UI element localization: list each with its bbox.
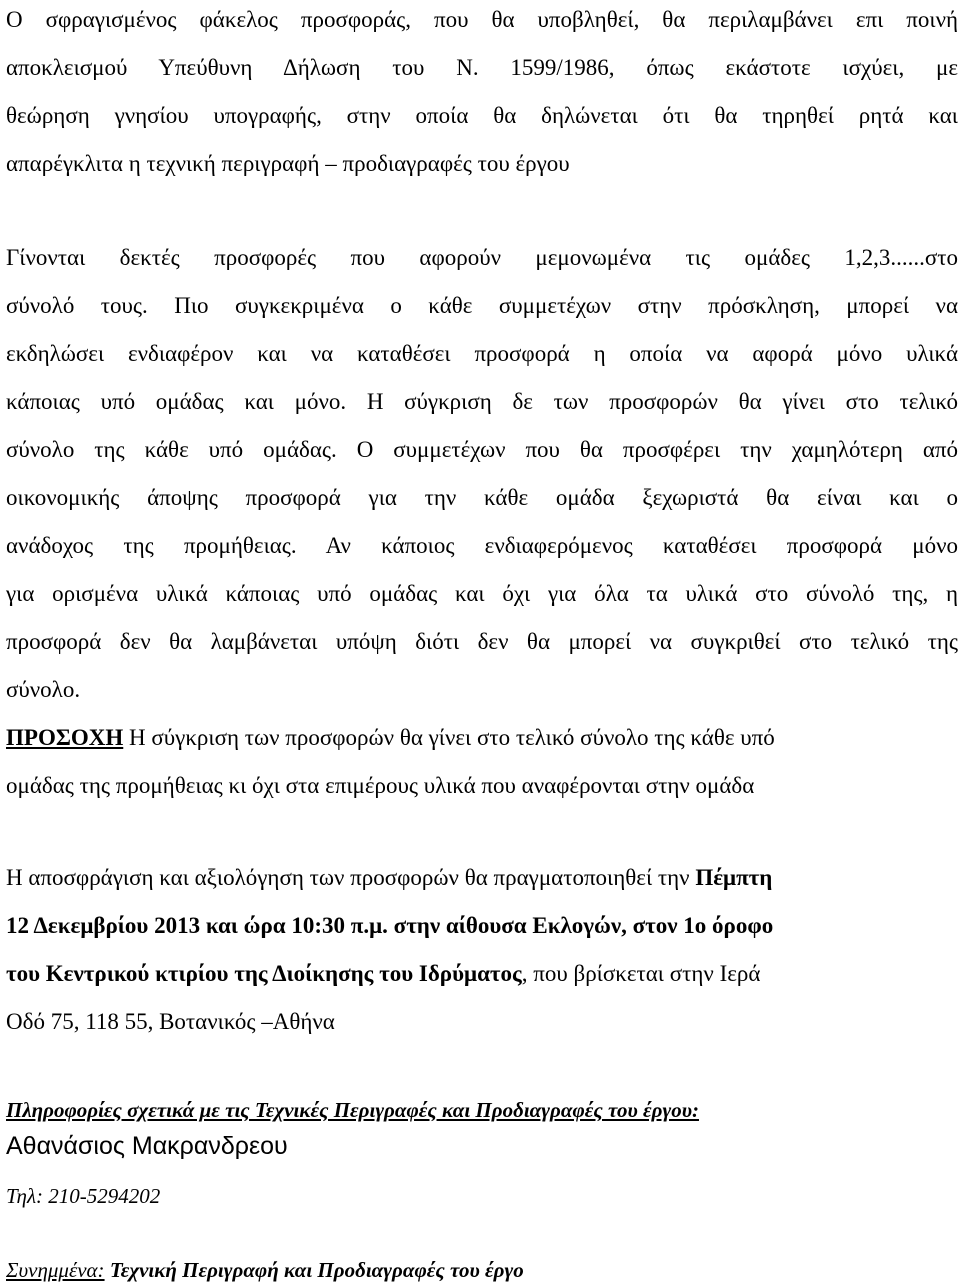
p2-line-9: προσφορά δεν θα λαμβάνεται υπόψη διότι δεν θα μπορεί να συγκριθεί στο τελικό της xyxy=(6,629,958,654)
p1-line-4: απαρέγκλιτα η τεχνική περιγραφή – προδιαγραφές του έργου xyxy=(6,151,570,176)
p2-line-2: σύνολό τους. Πιο συγκεκριμένα ο κάθε συμμετέχων στην πρόσκληση, μπορεί να xyxy=(6,293,958,318)
p2-line-4: κάποιας υπό ομάδας και μόνο. Η σύγκριση δε των προσφορών θα γίνει στο τελικό xyxy=(6,389,958,414)
attention-text-1: Η σύγκριση των προσφορών θα γίνει στο τελικό σύνολο της κάθε υπό xyxy=(123,725,775,750)
attention-line-1 xyxy=(6,724,958,752)
p1-line-3: θεώρηση γνησίου υπογραφής, στην οποία θα δηλώνεται ότι θα τηρηθεί ρητά και xyxy=(6,103,958,128)
p2-line-1: Γίνονται δεκτές προσφορές που αφορούν μεμονωμένα τις ομάδες 1,2,3......στο xyxy=(6,245,958,270)
p2-line-7: ανάδοχος της προμήθειας. Αν κάποιος ενδιαφερόμενος καταθέσει προσφορά μόνο xyxy=(6,533,958,558)
opening-text-3: , που βρίσκεται στην Ιερά xyxy=(521,961,761,986)
info-phone: Τηλ: 210-5294202 xyxy=(6,1184,161,1208)
info-heading: Πληροφορίες σχετικά με τις Τεχνικές Περιγραφές και Προδιαγραφές του έργου: xyxy=(6,1098,699,1122)
opening-line-2: 12 Δεκεμβρίου 2013 και ώρα 10:30 π.μ. στην αίθουσα Εκλογών, στον 1ο όροφο xyxy=(6,913,774,938)
attention-label: ΠΡΟΣΟΧΗ xyxy=(6,725,124,750)
p1-line-2: αποκλεισμού Υπεύθυνη Δήλωση του Ν. 1599/1986, όπως εκάστοτε ισχύει, με xyxy=(6,55,958,80)
attachments-label: Συνημμένα: xyxy=(6,1258,105,1282)
p2-line-5: σύνολο της κάθε υπό ομάδας. Ο συμμετέχων που θα προσφέρει την χαμηλότερη από xyxy=(6,437,958,462)
attention-line-2: ομάδας της προμήθειας κι όχι στα επιμέρους υλικά που αναφέρονται στην ομάδα xyxy=(6,773,755,798)
p2-line-3: εκδηλώσει ενδιαφέρον και να καταθέσει προσφορά η οποία να αφορά μόνο υλικά xyxy=(6,341,958,366)
p2-line-6: οικονομικής άποψης προσφορά για την κάθε ομάδα ξεχωριστά θα είναι και ο xyxy=(6,485,958,510)
opening-day: Πέμπτη xyxy=(695,865,773,890)
info-name: Αθανάσιος Μακρανδρεου xyxy=(6,1132,288,1160)
opening-text-1: Η αποσφράγιση και αξιολόγηση των προσφορών θα πραγματοποιηθεί την xyxy=(6,865,696,890)
attachments-line xyxy=(6,1256,958,1284)
opening-location: του Κεντρικού κτιρίου της Διοίκησης του Ιδρύματος xyxy=(6,961,522,986)
p2-line-8: για ορισμένα υλικά κάποιας υπό ομάδας και όχι για όλα τα υλικά στο σύνολό της, η xyxy=(6,581,958,606)
p2-line-10: σύνολο. xyxy=(6,677,81,702)
p1-line-1: Ο σφραγισμένος φάκελος προσφοράς, που θα υποβληθεί, θα περιλαμβάνει επι ποινή xyxy=(6,7,958,32)
opening-line-1 xyxy=(6,864,958,892)
opening-line-3 xyxy=(6,960,958,988)
opening-line-4: Οδό 75, 118 55, Βοτανικός –Αθήνα xyxy=(6,1009,335,1034)
attachments-value: Τεχνική Περιγραφή και Προδιαγραφές του έργο xyxy=(104,1258,524,1282)
